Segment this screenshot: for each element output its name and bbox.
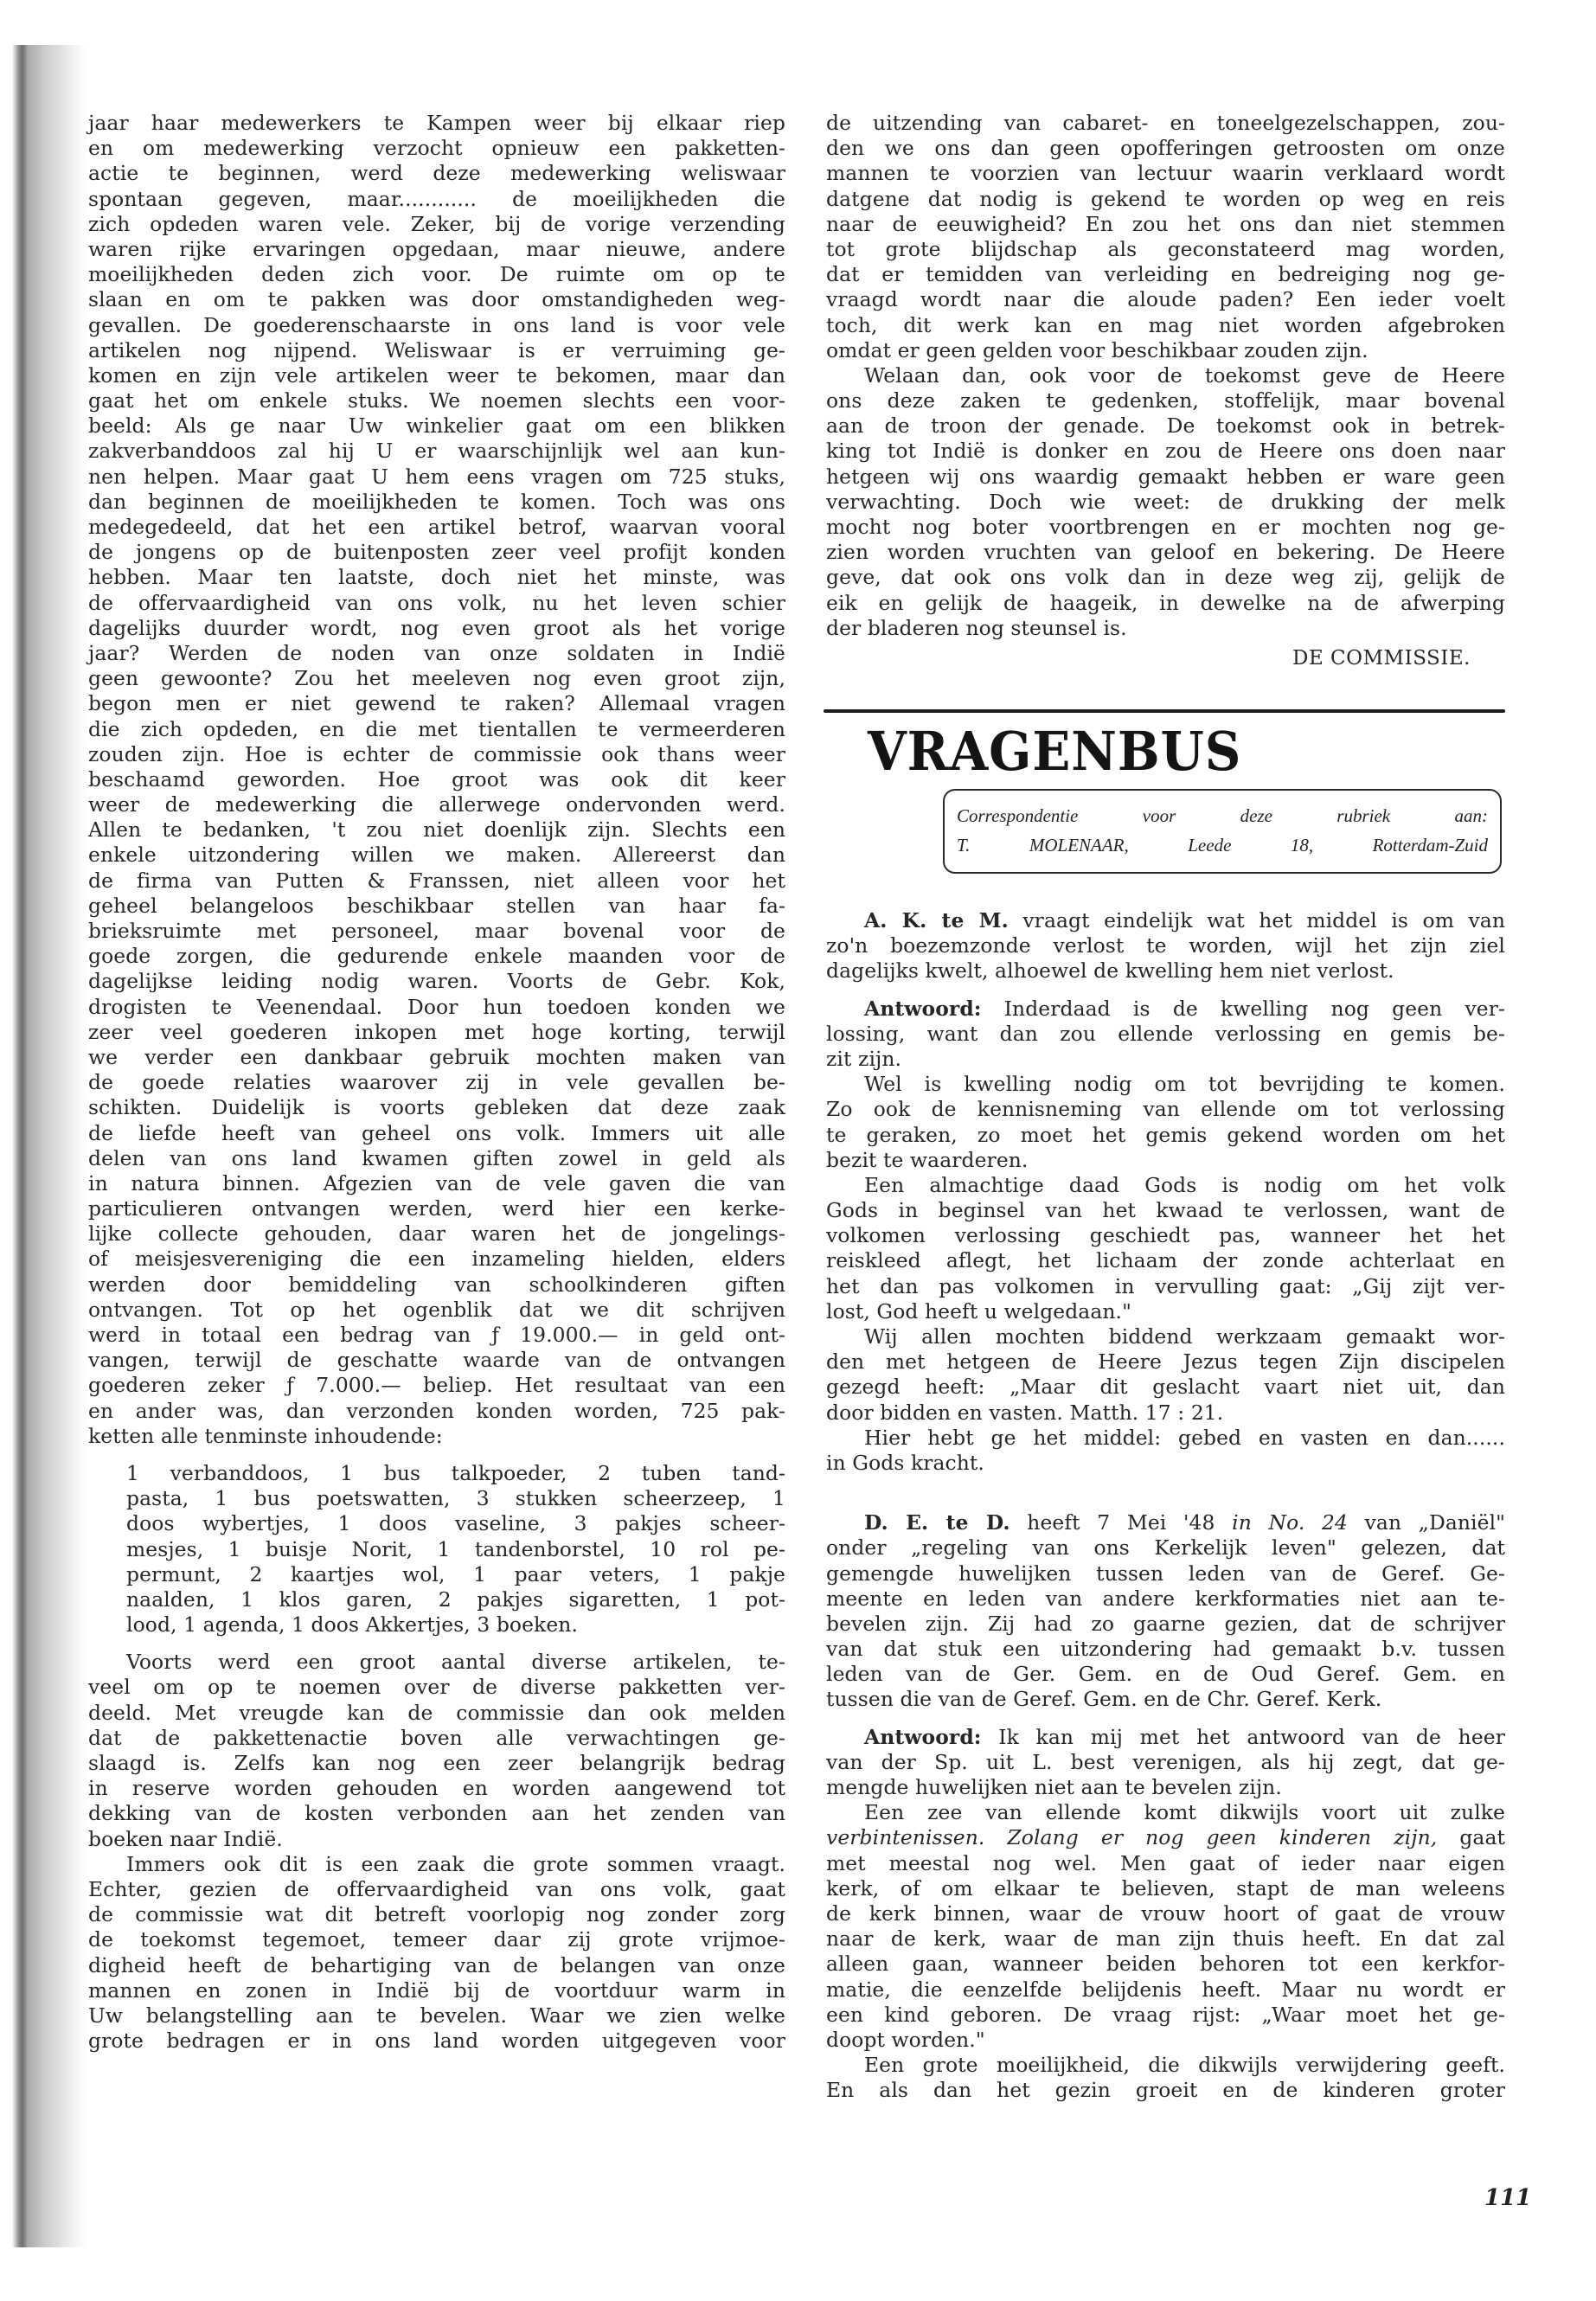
answer-paragraph — [826, 1800, 1505, 2053]
signature-de-commissie: DE COMMISSIE. — [1292, 646, 1471, 670]
answer-paragraph — [826, 2053, 1505, 2103]
text-line: gezegd heeft: „Maar dit geslacht vaart niet uit, dan — [826, 1375, 1505, 1400]
text-line: actie te beginnen, werd deze medewerking weliswaar — [88, 161, 785, 186]
text-line: matie, die eenzelfde belijdenis heeft. Maar nu wordt er — [826, 1977, 1505, 2002]
line-rest: gaat — [1437, 1825, 1505, 1850]
text-line: de offervaardigheid van ons volk, nu het leven schier — [88, 590, 785, 615]
text-line: beschaamd geworden. Hoe groot was ook dit keer — [88, 766, 785, 792]
list-line: 1 verbanddoos, 1 bus talkpoeder, 2 tuben tand- — [126, 1460, 785, 1485]
text-line: mannen en zonen in Indië bij de voortduur warm in — [88, 1977, 785, 2003]
text-line: En als dan het gezin groeit en de kinderen groter — [826, 2078, 1505, 2103]
text-line: Echter, gezien de offervaardigheid van ons volk, gaat — [88, 1876, 785, 1901]
text-line: vraagd wordt naar die aloude paden? Een ieder voelt — [826, 287, 1505, 312]
line-rest: Ik kan mij met het antwoord van de heer — [981, 1724, 1505, 1749]
text-line: alleen gaan, wanneer beiden behoren tot een kerkfor- — [826, 1952, 1505, 1977]
correspondence-line-1: Correspondentie voor deze rubriek aan: — [957, 805, 1488, 826]
text-line: de firma van Putten & Franssen, niet alleen voor het — [88, 868, 785, 893]
text-line: enkele uitzondering willen we maken. Allereerst dan — [88, 843, 785, 868]
paragraph-immers — [88, 1852, 785, 2054]
text-line: aan de troon der genade. De toekomst ook in betrek- — [826, 413, 1505, 439]
bold-lead: Antwoord: — [864, 996, 982, 1021]
italic-reference: in No. 24 — [1232, 1510, 1348, 1535]
correspondence-line-2: T. MOLENAAR, Leede 18, Rotterdam-Zuid — [957, 835, 1488, 856]
text-line: mengde huwelijken niet aan te bevelen zijn. — [826, 1775, 1282, 1799]
text-line: een kind geboren. De vraag rijst: „Waar moet het ge- — [826, 2002, 1505, 2027]
text-line: geen gewoonte? Zou het meeleven nog even groot zijn, — [88, 666, 785, 691]
text-line: den met hetgeen de Heere Jezus tegen Zijn discipelen — [826, 1349, 1505, 1375]
answer-paragraph — [826, 1072, 1505, 1173]
answer-paragraph — [826, 1173, 1505, 1324]
page-number: 111 — [1484, 2185, 1532, 2211]
text-line: lost, God heeft u welgedaan." — [826, 1298, 1131, 1324]
text-line: waren rijke ervaringen opgedaan, maar nieuwe, andere — [88, 236, 785, 261]
text-line: in Gods kracht. — [826, 1450, 984, 1475]
section-divider-rule — [824, 709, 1505, 713]
text-line: zo'n boezemzonde verlost te worden, wijl het zijn ziel — [826, 933, 1505, 958]
answer-paragraph — [826, 1324, 1505, 1426]
text-line: hetgeen wij ons waardig gemaakt hebben er ware geen — [826, 464, 1505, 489]
text-line: naar de eeuwigheid? En zou het ons dan niet stemmen — [826, 211, 1505, 236]
text-line: we verder een dankbaar gebruik mochten maken van — [88, 1044, 785, 1069]
text-line: boeken naar Indië. — [88, 1826, 283, 1851]
paragraph-uitzending — [826, 111, 1505, 363]
text-line: reiskleed aflegt, het lichaam der zonde achterlaat en — [826, 1248, 1505, 1273]
text-line: Een almachtige daad Gods is nodig om het volk — [864, 1172, 1505, 1197]
text-line: Wij allen mochten biddend werkzaam gemaakt wor- — [864, 1324, 1505, 1349]
text-line: delen van ons land kwamen giften zowel in geld als — [88, 1145, 785, 1170]
answer-de-te-d — [826, 1725, 1505, 2104]
text-line: doopt worden." — [826, 2027, 985, 2052]
line-rest: heeft 7 Mei '48 — [1010, 1510, 1233, 1535]
text-line: ketten alle tenminste inhoudende: — [88, 1423, 443, 1448]
italic-emphasis: verbintenissen. Zolang er nog geen kinderen zijn, — [826, 1825, 1438, 1850]
text-line: Wel is kwelling nodig om tot bevrijding te komen. — [864, 1072, 1505, 1097]
text-line: slaan en om te pakken was door omstandigheden weg- — [88, 287, 785, 312]
list-line: naalden, 1 klos garen, 2 pakjes sigaretten, 1 pot- — [126, 1586, 785, 1612]
bold-lead: A. K. te M. — [864, 908, 1009, 933]
text-line: gemengde huwelijken tussen leden van de Geref. Ge- — [826, 1561, 1505, 1586]
text-line: tot grote blijdschap als geconstateerd mag worden, — [826, 236, 1505, 261]
left-column — [88, 111, 785, 2054]
text-line: werd in totaal een bedrag van ƒ 19.000.— in geld ont- — [88, 1323, 785, 1347]
text-line: drogisten te Veenendaal. Door hun toedoen konden we — [88, 994, 785, 1019]
text-line: geve, dat ook ons volk dan in deze weg zij, gelijk de — [826, 565, 1505, 590]
text-line: goederen zeker ƒ 7.000.— beliep. Het resultaat van een — [88, 1373, 785, 1398]
text-line: dekking van de kosten verbonden aan het zenden van — [88, 1801, 785, 1826]
text-line — [826, 1725, 1505, 1750]
text-line: leden van de Ger. Gem. en de Oud Geref. Gem. en — [826, 1662, 1505, 1687]
text-line: verwachting. Doch wie weet: de drukking der melk — [826, 489, 1505, 514]
correspondence-box — [943, 789, 1502, 874]
text-line: bezit te waarderen. — [826, 1147, 1029, 1172]
text-line: vangen, terwijl de geschatte waarde van de ontvangen — [88, 1348, 785, 1373]
text-line: en ander was, dan verzonden konden worden, 725 pak- — [88, 1398, 785, 1423]
package-contents-list — [88, 1461, 785, 1638]
text-line: die zich opdeden, en die met tientallen te vermeerderen — [88, 716, 785, 741]
text-line: de toekomst tegemoet, temeer daar zij grote vrijmoe- — [88, 1927, 785, 1952]
text-line: jaar? Werden de noden van onze soldaten in Indië — [88, 640, 785, 665]
text-line: moeilijkheden deden zich voor. De ruimte om op te — [88, 262, 785, 287]
text-line: gevallen. De goederenschaarste in ons land is voor vele — [88, 312, 785, 337]
text-line: dagelijks kwelt, alhoewel de kwelling hem niet verlost. — [826, 958, 1394, 984]
vragenbus-heading: VRAGENBUS — [868, 720, 1242, 783]
text-line: zien worden vruchten van geloof en bekering. De Heere — [826, 540, 1505, 565]
list-line: mesjes, 1 buisje Norit, 1 tandenborstel, 10 rol pe- — [126, 1536, 785, 1561]
text-line: de liefde heeft van geheel ons volk. Immers uit alle — [88, 1120, 785, 1145]
text-line — [826, 1510, 1505, 1535]
text-line: schikten. Duidelijk is voorts gebleken dat deze zaak — [88, 1095, 785, 1120]
text-line: mocht nog boter voortbrengen en er mochten nog ge- — [826, 515, 1505, 539]
text-line: komen en zijn vele artikelen weer te bekomen, maar dan — [88, 362, 785, 388]
text-line: omdat er geen gelden voor beschikbaar zouden zijn. — [826, 337, 1368, 362]
text-line: Uw belangstelling aan te bevelen. Waar we zien welke — [88, 2003, 785, 2028]
text-line: ons deze zaken te gedenken, stoffelijk, maar bovenal — [826, 388, 1505, 413]
text-line — [826, 997, 1505, 1022]
text-line: Immers ook dit is een zaak die grote sommen vraagt. — [126, 1851, 785, 1876]
text-line: door bidden en vasten. Matth. 17 : 21. — [826, 1400, 1224, 1425]
text-line: dagelijkse leiding nodig waren. Voorts de Gebr. Kok, — [88, 969, 785, 994]
text-line: of meisjesvereniging die een inzameling hielden, elders — [88, 1247, 785, 1272]
page-binding-shadow — [12, 45, 87, 2247]
text-line: met meestal nog wel. Men gaat of ieder naar eigen — [826, 1850, 1505, 1875]
text-line: tussen die van de Geref. Gem. en de Chr. Geref. Kerk. — [826, 1687, 1382, 1712]
text-line: jaar haar medewerkers te Kampen weer bij elkaar riep — [88, 111, 785, 135]
text-line: dat de pakkettenactie boven alle verwachtingen ge- — [88, 1725, 785, 1750]
vragenbus-content — [826, 908, 1505, 2103]
text-line: dagelijks duurder wordt, nog even groot als het vorige — [88, 615, 785, 640]
text-line: hebben. Maar ten laatste, doch niet het minste, was — [88, 565, 785, 590]
text-line: de uitzending van cabaret- en toneelgezelschappen, zou- — [826, 111, 1505, 135]
text-line: de commissie wat dit betreft voorlopig nog zonder zorg — [88, 1902, 785, 1927]
text-line: Allen te bedanken, 't zou niet doenlijk zijn. Slechts een — [88, 817, 785, 843]
text-line: slaagd is. Zelfs kan nog een zeer belangrijk bedrag — [88, 1751, 785, 1775]
text-line: begon men er niet gewend te raken? Allemaal vragen — [88, 691, 785, 716]
text-line: de kerk binnen, waar de vrouw hoort of gaat de vrouw — [826, 1900, 1505, 1926]
right-column-upper — [826, 111, 1505, 676]
text-line: eik en gelijk de haageik, in dewelke na de afwerping — [826, 590, 1505, 615]
text-line: bevelen zijn. Zij had zo gaarne gezien, dat de schrijver — [826, 1611, 1505, 1636]
question-ak-te-m — [826, 908, 1505, 984]
text-line: Zo ook de kennisneming van ellende om tot verlossing — [826, 1097, 1505, 1122]
text-line: onder „regeling van ons Kerkelijk leven" gelezen, dat — [826, 1535, 1505, 1561]
answer-ak-te-m — [826, 997, 1505, 1477]
text-line: naar de kerk, waar de man zijn thuis heeft. En dat zal — [826, 1926, 1505, 1952]
text-line: dan beginnen de moeilijkheden te komen. Toch was ons — [88, 489, 785, 514]
text-line: datgene dat nodig is gekend te worden op weg en reis — [826, 186, 1505, 211]
text-line: grote bedragen er in ons land worden uitgegeven voor — [88, 2029, 785, 2054]
text-line: het dan pas volkomen in vervulling gaat: „Gij zijt ver- — [826, 1273, 1505, 1298]
text-line: werden door bemiddeling van schoolkinderen giften — [88, 1272, 785, 1297]
text-line: medegedeeld, dat het een artikel betrof, waarvan vooral — [88, 515, 785, 539]
text-line: toch, dit werk kan en mag niet worden afgebroken — [826, 312, 1505, 337]
text-line: mannen te voorzien van lectuur waarin verklaard wordt — [826, 161, 1505, 186]
paragraph-voorts — [88, 1650, 785, 1852]
text-line: king tot Indië is donker en zou de Heere ons doen naar — [826, 439, 1505, 464]
text-line: zich opdeden waren vele. Zeker, bij de vorige verzending — [88, 211, 785, 236]
text-line: in natura binnen. Afgezien van de vele gaven die van — [88, 1170, 785, 1195]
text-line: beeld: Als ge naar Uw winkelier gaat om een blikken — [88, 413, 785, 439]
text-line: ontvangen. Tot op het ogenblik dat we dit schrijven — [88, 1297, 785, 1322]
list-line: pasta, 1 bus poetswatten, 3 stukken scheerzeep, 1 — [126, 1486, 785, 1511]
text-line: van dat stuk een uitzondering had gemaakt b.v. tussen — [826, 1637, 1505, 1662]
text-line: Hier hebt ge het middel: gebed en vasten en dan...... — [864, 1425, 1505, 1450]
text-line: nen helpen. Maar gaat U hem eens vragen om 725 stuks, — [88, 464, 785, 489]
text-line: zakverbanddoos zal hij U er waarschijnlijk wel aan kun- — [88, 439, 785, 464]
text-line: Een zee van ellende komt dikwijls voort uit zulke — [864, 1800, 1505, 1825]
text-line: en om medewerking verzocht opnieuw een pakketten- — [88, 136, 785, 161]
text-line: deeld. Met vreugde kan de commissie dan ook melden — [88, 1700, 785, 1725]
text-line: digheid heeft de behartiging van de belangen van onze — [88, 1952, 785, 1977]
text-line: der bladeren nog steunsel is. — [826, 615, 1127, 640]
text-line: volkomen verlossing geschiedt pas, wanneer het het — [826, 1223, 1505, 1248]
text-line: weer de medewerking die allerwege ondervonden werd. — [88, 792, 785, 817]
list-line: lood, 1 agenda, 1 doos Akkertjes, 3 boeken. — [126, 1612, 578, 1638]
text-line: kerk, of om elkaar te believen, stapt de man weleens — [826, 1875, 1505, 1900]
text-line: Welaan dan, ook voor de toekomst geve de Heere — [864, 362, 1505, 388]
text-line: zouden zijn. Hoe is echter de commissie ook thans weer — [88, 741, 785, 766]
text-line: brieksruimte met personeel, maar bovenal voor de — [88, 919, 785, 943]
paragraph-welaan — [826, 363, 1505, 641]
answer-paragraph — [826, 1426, 1505, 1476]
text-line: Gods in beginsel van het kwaad te verlossen, want de — [826, 1198, 1505, 1223]
text-line: meente en leden van andere kerkformaties niet aan te- — [826, 1586, 1505, 1611]
text-line: den we ons dan geen opofferingen getroosten om onze — [826, 136, 1505, 161]
text-line: de goede relaties waarover zij in vele gevallen be- — [88, 1070, 785, 1095]
bold-lead: Antwoord: — [864, 1724, 982, 1749]
text-line: Voorts werd een groot aantal diverse artikelen, te- — [126, 1650, 785, 1675]
line-rest: van „Daniël" — [1347, 1510, 1506, 1535]
text-line: te geraken, zo moet het gemis gekend worden om het — [826, 1122, 1505, 1147]
text-line: particulieren ontvangen werden, werd hier een kerke- — [88, 1196, 785, 1221]
text-line: spontaan gegeven, maar............ de moeilijkheden die — [88, 186, 785, 211]
text-line: de jongens op de buitenposten zeer veel profijt konden — [88, 540, 785, 565]
text-line: van der Sp. uit L. best verenigen, als hij zegt, dat ge- — [826, 1749, 1505, 1774]
text-line: zeer veel goederen inkopen met hoge korting, terwijl — [88, 1019, 785, 1044]
bold-lead: D. E. te D. — [864, 1510, 1010, 1535]
line-rest: Inderdaad is de kwelling nog geen ver- — [981, 996, 1505, 1021]
text-line: goede zorgen, die gedurende enkele maanden voor de — [88, 944, 785, 969]
line-rest: vraagt eindelijk wat het middel is om van — [1008, 908, 1505, 933]
list-line: permunt, 2 kaartjes wol, 1 paar veters, 1 pakje — [126, 1561, 785, 1586]
text-line: artikelen nog nijpend. Weliswaar is er verruiming ge- — [88, 337, 785, 362]
text-line — [826, 1825, 1505, 1850]
text-line: geheel belangeloos beschikbaar stellen van haar fa- — [88, 893, 785, 918]
list-line: doos wybertjes, 1 doos vaseline, 3 pakjes scheer- — [126, 1511, 785, 1536]
text-line: dat er temidden van verleiding en bedreiging nog ge- — [826, 262, 1505, 287]
text-line: lijke collecte gehouden, daar waren het de jongelings- — [88, 1221, 785, 1247]
text-line: gaat het om enkele stuks. We noemen slechts een voor- — [88, 388, 785, 413]
question-de-te-d — [826, 1510, 1505, 1713]
text-line: zit zijn. — [826, 1046, 902, 1071]
text-line: veel om op te noemen over de diverse pakketten ver- — [88, 1675, 785, 1700]
text-line: lossing, want dan zou ellende verlossing en gemis be- — [826, 1021, 1505, 1046]
paragraph-pakkettenactie — [88, 111, 785, 1449]
text-line: Een grote moeilijkheid, die dikwijls verwijdering geeft. — [864, 2053, 1505, 2078]
text-line — [826, 908, 1505, 933]
text-line: in reserve worden gehouden en worden aangewend tot — [88, 1776, 785, 1801]
